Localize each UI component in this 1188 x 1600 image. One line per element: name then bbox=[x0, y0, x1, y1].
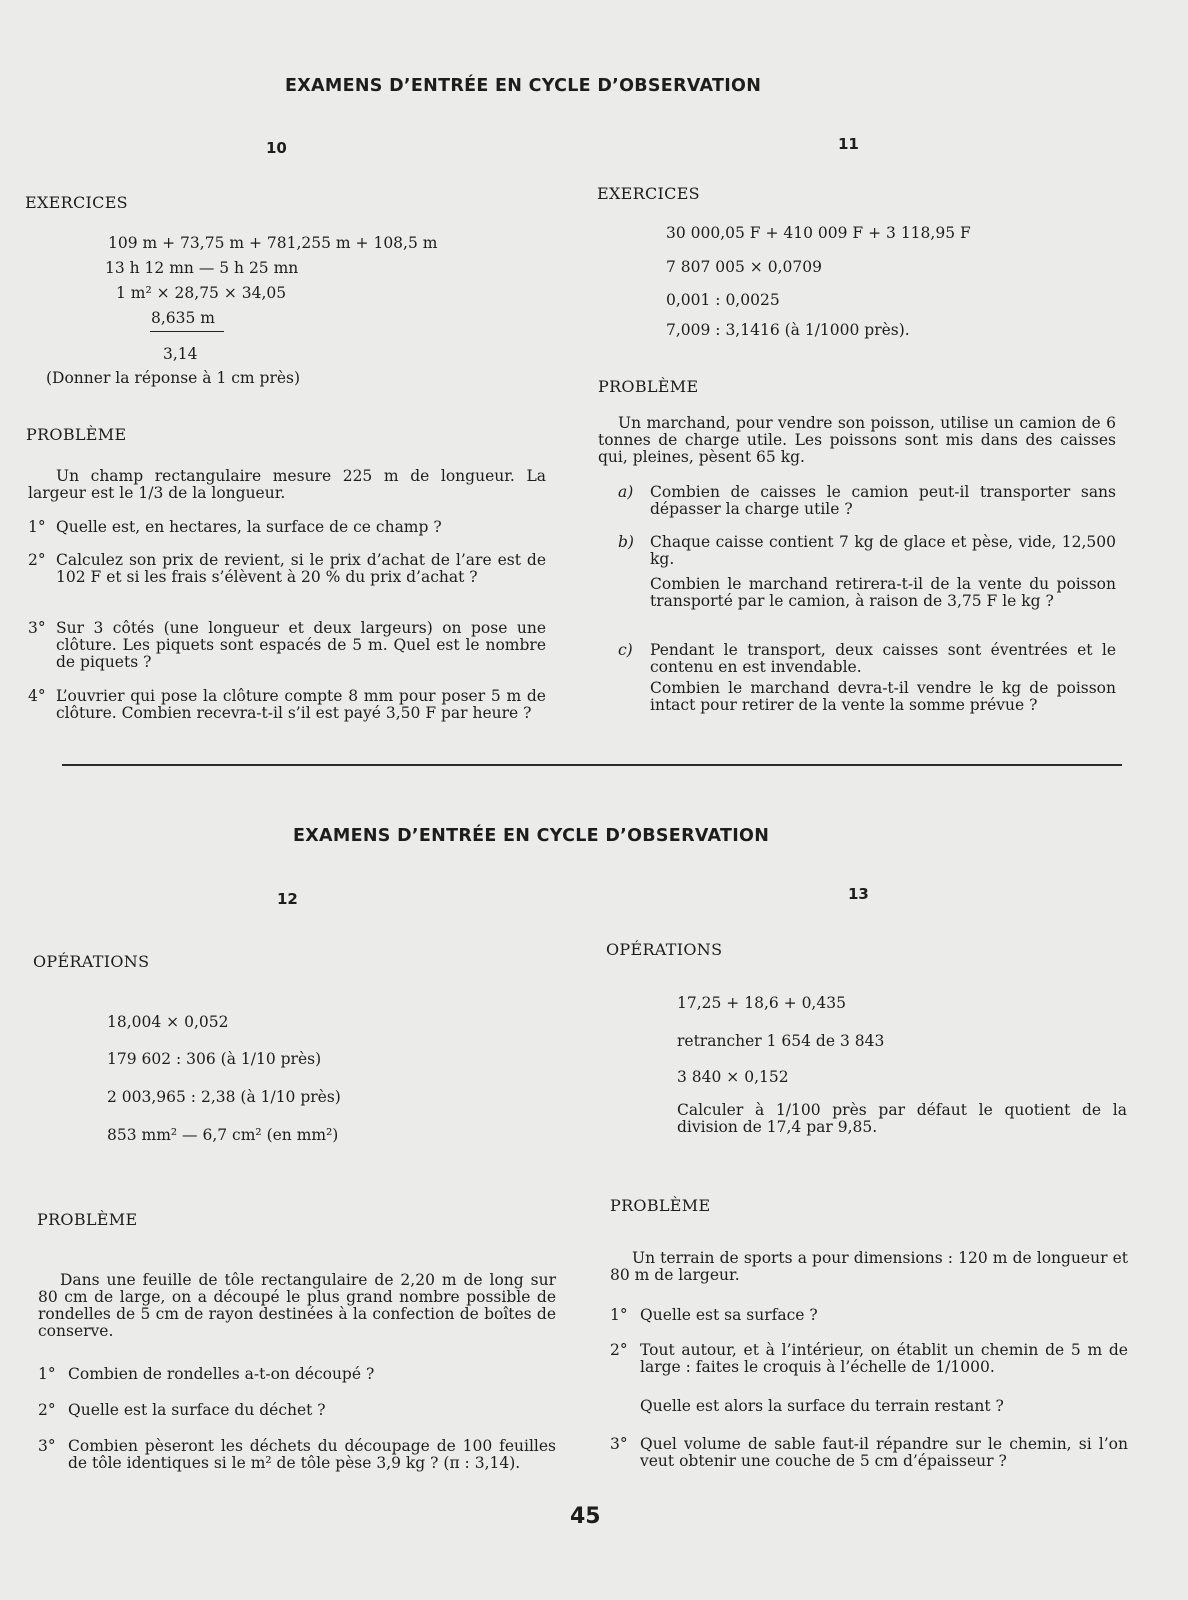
exam-number-10: 10 bbox=[266, 139, 287, 157]
exam-number-11: 11 bbox=[838, 135, 859, 153]
probleme-heading-10: PROBLÈME bbox=[26, 425, 127, 444]
exercices-heading-10: EXERCICES bbox=[25, 193, 128, 212]
exercice-10-note: (Donner la réponse à 1 cm près) bbox=[46, 369, 301, 387]
question-text: L’ouvrier qui pose la clôture compte 8 mm pour poser 5 m de clôture. Combien recevra-t-il s’il est payé 3,50 F par heure ? bbox=[56, 687, 546, 722]
question-11-a bbox=[618, 484, 1116, 520]
question-label: 3° bbox=[38, 1437, 56, 1455]
operation-12-1: 18,004 × 0,052 bbox=[107, 1013, 229, 1031]
question-label: 2° bbox=[610, 1341, 628, 1359]
probleme-heading-13: PROBLÈME bbox=[610, 1196, 711, 1215]
bottom-section-title: EXAMENS D’ENTRÉE EN CYCLE D’OBSERVATION bbox=[293, 826, 770, 846]
question-text: Combien de rondelles a-t-on découpé ? bbox=[68, 1365, 375, 1383]
question-label: 3° bbox=[610, 1435, 628, 1453]
question-10-4 bbox=[28, 688, 546, 743]
question-text: Quel volume de sable faut-il répandre sur le chemin, si l’on veut obtenir une couche de 5 cm d’épaisseur ? bbox=[640, 1435, 1128, 1470]
operation-12-2: 179 602 : 306 (à 1/10 près) bbox=[107, 1050, 322, 1068]
question-13-2 bbox=[610, 1342, 1128, 1396]
fraction-numerator-10: 8,635 m bbox=[151, 309, 215, 327]
question-label: 1° bbox=[610, 1306, 628, 1324]
question-text: Quelle est la surface du déchet ? bbox=[68, 1401, 326, 1419]
page-number: 45 bbox=[570, 1504, 601, 1529]
question-11-b bbox=[618, 534, 1116, 570]
question-11-c bbox=[618, 642, 1116, 678]
question-13-1 bbox=[610, 1307, 1128, 1327]
question-13-3 bbox=[610, 1436, 1128, 1490]
probleme-10-intro: Un champ rectangulaire mesure 225 m de longueur. La largeur est le 1/3 de la longueur. bbox=[28, 467, 546, 502]
question-11-c-follow bbox=[618, 680, 1116, 734]
question-13-2-follow bbox=[610, 1398, 1128, 1418]
question-text: Sur 3 côtés (une longueur et deux largeurs) on pose une clôture. Les piquets sont espacés de 5 m. Quel est le nombre de piquets ? bbox=[56, 619, 546, 671]
exercice-10-2: 13 h 12 mn — 5 h 25 mn bbox=[105, 259, 299, 277]
operation-13-note: Calculer à 1/100 près par défaut le quotient de la division de 17,4 par 9,85. bbox=[677, 1101, 1127, 1136]
question-text: Tout autour, et à l’intérieur, on établit un chemin de 5 m de large : faites le croquis à l’échelle de 1/1000. bbox=[640, 1341, 1128, 1376]
question-text: Combien de caisses le camion peut-il transporter sans dépasser la charge utile ? bbox=[650, 483, 1116, 518]
question-label: 1° bbox=[38, 1365, 56, 1383]
operation-13-2: retrancher 1 654 de 3 843 bbox=[677, 1032, 885, 1050]
question-text: Combien le marchand devra-t-il vendre le kg de poisson intact pour retirer de la vente la somme prévue ? bbox=[650, 679, 1116, 714]
question-label: 2° bbox=[38, 1401, 56, 1419]
question-10-1 bbox=[28, 519, 546, 539]
probleme-heading-12: PROBLÈME bbox=[37, 1210, 138, 1229]
probleme-13-intro: Un terrain de sports a pour dimensions : 120 m de longueur et 80 m de largeur. bbox=[610, 1249, 1128, 1284]
question-text: Pendant le transport, deux caisses sont éventrées et le contenu en est invendable. bbox=[650, 641, 1116, 676]
probleme-11-intro: Un marchand, pour vendre son poisson, utilise un camion de 6 tonnes de charge utile. Les poissons sont mis dans des caisses qui, pleines, pèsent 65 kg. bbox=[598, 414, 1116, 466]
question-text: Quelle est sa surface ? bbox=[640, 1306, 818, 1324]
question-label: b) bbox=[618, 533, 634, 551]
operation-12-4: 853 mm² — 6,7 cm² (en mm²) bbox=[107, 1126, 339, 1144]
exam-number-13: 13 bbox=[848, 885, 869, 903]
exercice-10-1: 109 m + 73,75 m + 781,255 m + 108,5 m bbox=[108, 234, 438, 252]
question-text: Calculez son prix de revient, si le prix d’achat de l’are est de 102 F et si les frais s’élèvent à 20 % du prix d’achat ? bbox=[56, 551, 546, 586]
question-10-3 bbox=[28, 620, 546, 675]
fraction-denominator-10: 3,14 bbox=[163, 345, 198, 363]
question-text: Combien le marchand retirera-t-il de la vente du poisson transporté par le camion, à raison de 3,75 F le kg ? bbox=[650, 575, 1116, 610]
operation-12-3: 2 003,965 : 2,38 (à 1/10 près) bbox=[107, 1088, 341, 1106]
operation-13-3: 3 840 × 0,152 bbox=[677, 1068, 789, 1086]
probleme-heading-11: PROBLÈME bbox=[598, 377, 699, 396]
question-label: 4° bbox=[28, 687, 46, 705]
exam-number-12: 12 bbox=[277, 890, 298, 908]
question-text: Combien pèseront les déchets du découpage de 100 feuilles de tôle identiques si le m² de tôle pèse 3,9 kg ? (π : 3,14). bbox=[68, 1437, 556, 1472]
question-10-2 bbox=[28, 552, 546, 607]
question-12-3 bbox=[38, 1438, 556, 1494]
question-11-b-follow bbox=[618, 576, 1116, 630]
fraction-bar bbox=[150, 331, 224, 332]
question-12-1 bbox=[38, 1366, 556, 1386]
exercice-11-2: 7 807 005 × 0,0709 bbox=[666, 258, 822, 276]
question-text: Quelle est, en hectares, la surface de ce champ ? bbox=[56, 518, 442, 536]
question-label: 3° bbox=[28, 619, 46, 637]
question-label: a) bbox=[618, 483, 634, 501]
question-text: Quelle est alors la surface du terrain restant ? bbox=[640, 1397, 1004, 1415]
section-divider bbox=[62, 764, 1122, 766]
question-label: 2° bbox=[28, 551, 46, 569]
question-text: Chaque caisse contient 7 kg de glace et pèse, vide, 12,500 kg. bbox=[650, 533, 1116, 568]
exercices-heading-11: EXERCICES bbox=[597, 184, 700, 203]
exercice-10-3: 1 m² × 28,75 × 34,05 bbox=[116, 284, 287, 302]
top-section-title: EXAMENS D’ENTRÉE EN CYCLE D’OBSERVATION bbox=[285, 76, 762, 96]
probleme-12-intro: Dans une feuille de tôle rectangulaire de 2,20 m de long sur 80 cm de large, on a découpé le plus grand nombre possible de rondelles de 5 cm de rayon destinées à la confection de boîtes de conserve. bbox=[38, 1271, 556, 1340]
operations-heading-13: OPÉRATIONS bbox=[606, 940, 723, 959]
operations-heading-12: OPÉRATIONS bbox=[33, 952, 150, 971]
exercice-11-1: 30 000,05 F + 410 009 F + 3 118,95 F bbox=[666, 224, 971, 242]
exercice-11-3: 0,001 : 0,0025 bbox=[666, 291, 780, 309]
question-label: 1° bbox=[28, 518, 46, 536]
exercice-11-4: 7,009 : 3,1416 (à 1/1000 près). bbox=[666, 321, 910, 339]
operation-13-1: 17,25 + 18,6 + 0,435 bbox=[677, 994, 846, 1012]
question-label: c) bbox=[618, 641, 633, 659]
question-12-2 bbox=[38, 1402, 556, 1422]
